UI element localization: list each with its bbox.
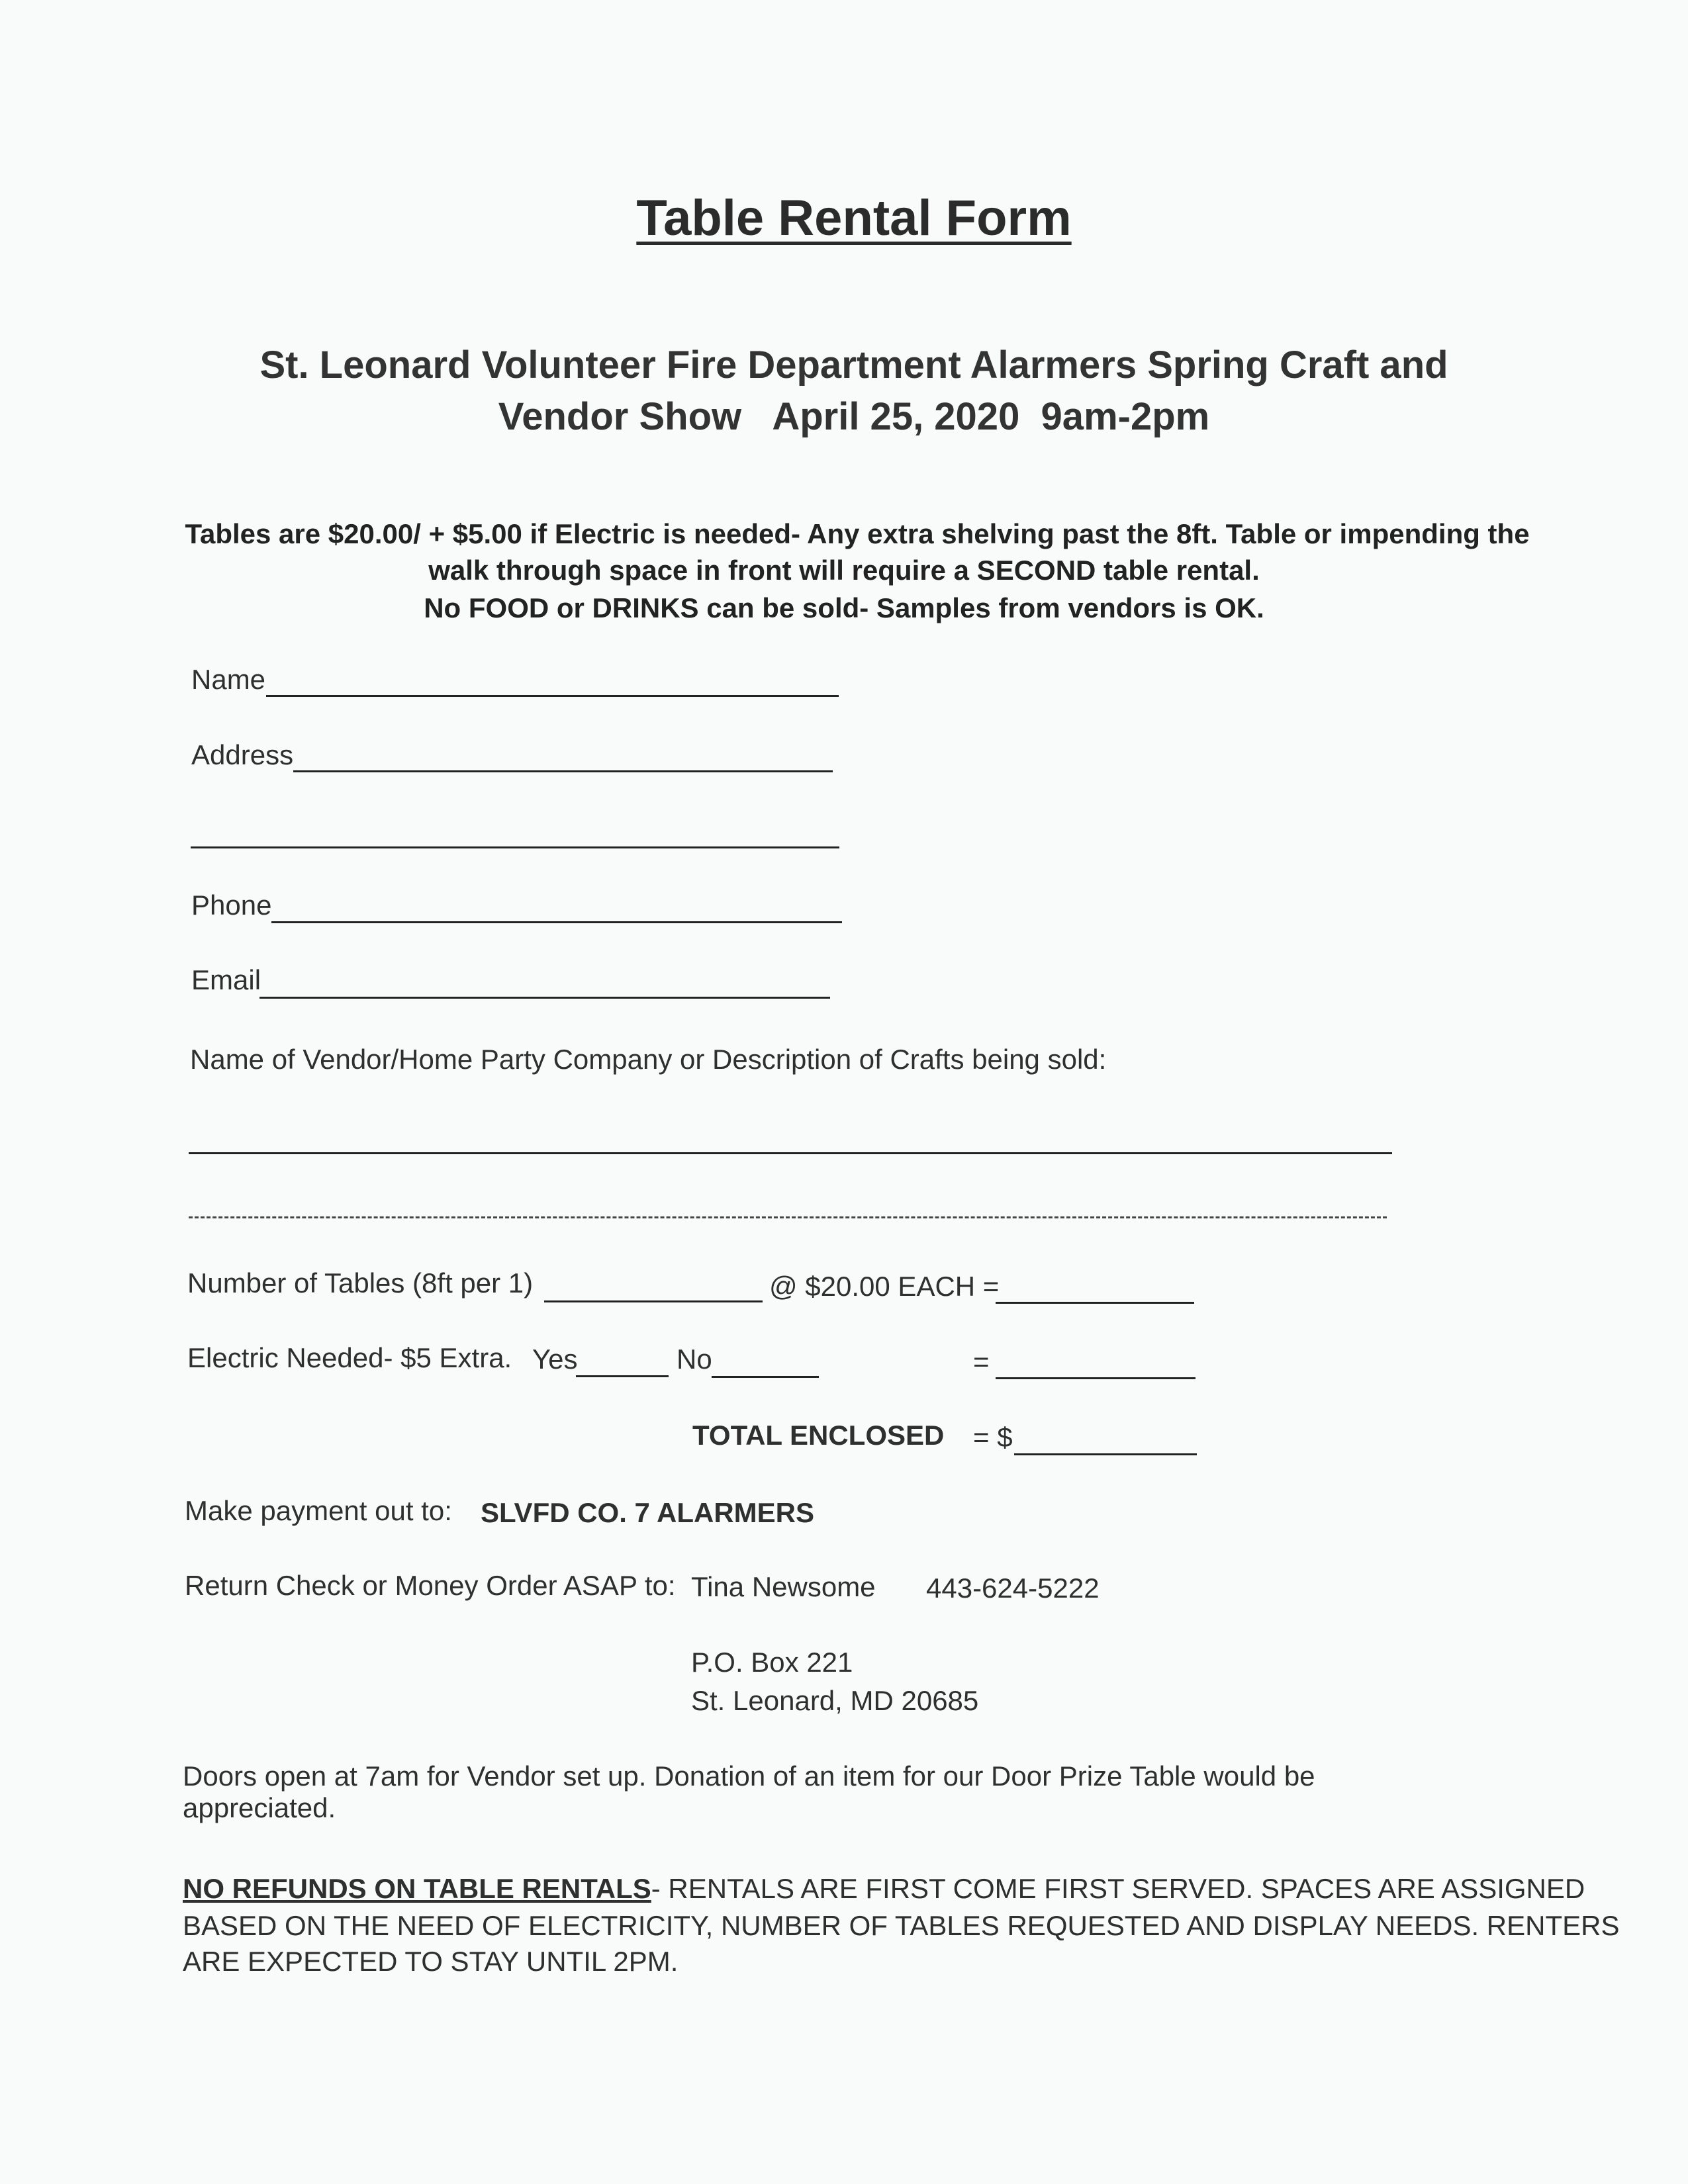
electric-yes-label: Yes — [532, 1343, 578, 1375]
electric-equals: = — [973, 1346, 990, 1377]
electric-no-label: No — [677, 1343, 712, 1375]
address-label: Address — [191, 739, 294, 770]
refunds-text-line1: - RENTALS ARE FIRST COME FIRST SERVED. SPACES ARE ASSIGNED — [651, 1873, 1585, 1904]
payment-label: Make payment out to: — [185, 1495, 452, 1526]
email-field[interactable] — [259, 997, 830, 999]
address-field-line2[interactable] — [191, 846, 839, 848]
phone-label: Phone — [191, 889, 272, 921]
return-address-line2: St. Leonard, MD 20685 — [691, 1685, 979, 1716]
refunds-line3: ARE EXPECTED TO STAY UNTIL 2PM. — [183, 1946, 679, 1977]
electric-label: Electric Needed- $5 Extra. — [187, 1342, 512, 1373]
payee: SLVFD CO. 7 ALARMERS — [481, 1497, 815, 1528]
total-equals: = $ — [973, 1422, 1013, 1453]
address-field[interactable] — [293, 770, 833, 772]
email-label: Email — [191, 964, 261, 995]
total-amount-field[interactable] — [1014, 1453, 1197, 1455]
tables-amount-field[interactable] — [996, 1302, 1194, 1304]
electric-amount-field[interactable] — [996, 1377, 1196, 1379]
return-phone: 443-624-5222 — [926, 1572, 1100, 1604]
name-label: Name — [191, 664, 266, 695]
electric-no-field[interactable] — [712, 1376, 819, 1378]
refunds-heading: NO REFUNDS ON TABLE RENTALS — [183, 1873, 651, 1904]
vendor-description-field-line2[interactable] — [189, 1216, 1387, 1218]
name-field[interactable] — [266, 695, 839, 697]
refunds-line2: BASED ON THE NEED OF ELECTRICITY, NUMBER OF TABLES REQUESTED AND DISPLAY NEEDS. RENTERS — [183, 1910, 1620, 1941]
pricing-note-line2: walk through space in front will require a SECOND table rental. — [428, 555, 1260, 586]
return-label: Return Check or Money Order ASAP to: — [185, 1570, 676, 1601]
total-label: TOTAL ENCLOSED — [692, 1420, 945, 1451]
return-contact: Tina Newsome — [691, 1571, 876, 1602]
tables-count-field[interactable] — [544, 1300, 763, 1302]
food-note: No FOOD or DRINKS can be sold- Samples from vendors is OK. — [424, 592, 1264, 623]
page-title: Table Rental Form — [636, 190, 1072, 246]
tables-rate: @ $20.00 EACH = — [769, 1271, 1000, 1302]
refunds-line1 — [183, 1873, 1585, 1905]
event-title-line1: St. Leonard Volunteer Fire Department Alarmers Spring Craft and — [259, 343, 1448, 387]
pricing-note-line1: Tables are $20.00/ + $5.00 if Electric is needed- Any extra shelving past the 8ft. Table or impending the — [185, 518, 1530, 549]
tables-label: Number of Tables (8ft per 1) — [187, 1267, 534, 1298]
doors-line2: appreciated. — [183, 1792, 336, 1823]
return-address-line1: P.O. Box 221 — [691, 1647, 853, 1678]
electric-yes-field[interactable] — [576, 1375, 669, 1377]
phone-field[interactable] — [271, 921, 842, 923]
vendor-description-label: Name of Vendor/Home Party Company or Description of Crafts being sold: — [190, 1044, 1107, 1075]
doors-line1: Doors open at 7am for Vendor set up. Donation of an item for our Door Prize Table would be — [183, 1760, 1315, 1792]
event-title-line2: Vendor Show April 25, 2020 9am-2pm — [498, 395, 1210, 438]
vendor-description-field[interactable] — [189, 1152, 1392, 1154]
